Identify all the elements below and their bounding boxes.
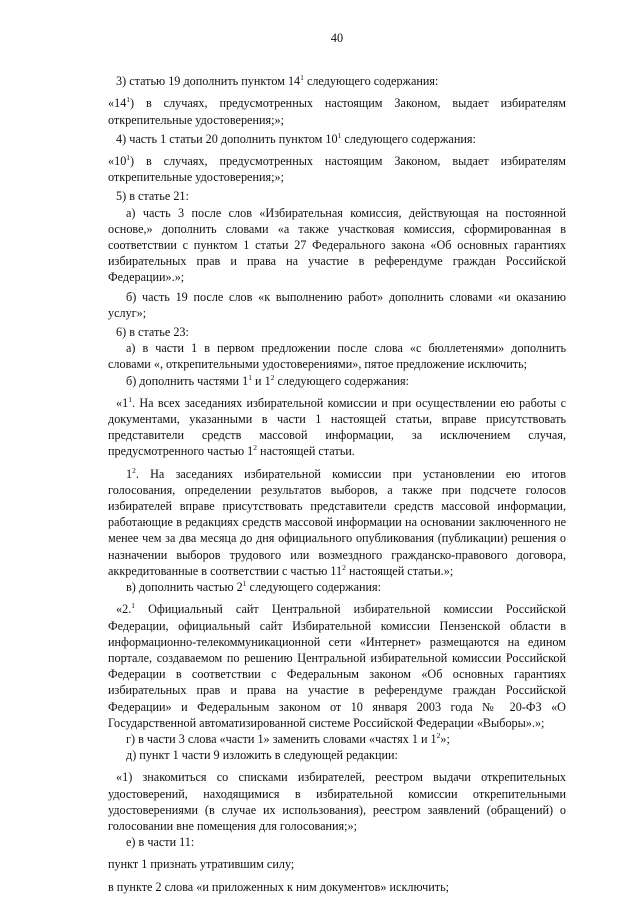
text-run: в) дополнить частью 2 (126, 580, 243, 595)
superscript: 1 (126, 95, 131, 105)
superscript: 1 (242, 579, 247, 589)
superscript: 2 (436, 730, 441, 740)
text-run: 3) статью 19 дополнить пунктом 14 (116, 74, 301, 89)
text-run: . На всех заседаниях избирательной комиссии и при осуществлении ею работы с документами, указанными в части 1 настоящей статьи, вправе присутствовать представители средств массовой информации, за исключением случая, предусмотренного частью 1 (108, 395, 566, 459)
text-run: . На заседаниях избирательной комиссии при установлении ею итогов голосования, определении результатов выборов, а также при подсчете голосов избирателей вправе присутствовать представители средств массовой информации, работающие в редакциях средств массовой информации на основании заключенного не менее чем за два месяца до дня официального опубликования (публикации) решения о назначении выборов трудового или возмездного гражданско-правового договора, аккредитованные в соответствии с частью 11 (108, 466, 566, 578)
text-run: и 1 (251, 373, 271, 388)
superscript: 2 (270, 372, 275, 382)
superscript: 2 (342, 562, 346, 572)
paragraph (108, 153, 566, 185)
text-run: а) часть 3 после слов «Избирательная комиссия, действующая на постоянной основе,» дополнить словами «а также участковая комиссия, сформированная в соответствии с пунктом 1 статьи 27 Федерального закона «Об основных гарантиях избирательных прав и права на участие в референдуме граждан Российской Федерации».»; (108, 205, 566, 285)
paragraph (108, 834, 566, 850)
superscript: 1 (128, 394, 132, 404)
document-page (108, 30, 566, 895)
paragraph (108, 579, 566, 595)
text-run: ) в случаях, предусмотренных настоящим Законом, выдает избирателям открепительные удостоверения;»; (108, 154, 566, 185)
text-run: б) часть 19 после слов «к выполнению работ» дополнить словами «и оказанию услуг»; (108, 289, 566, 320)
text-run: ) в случаях, предусмотренных настоящим Законом, выдает избирателям открепительные удостоверения;»; (108, 96, 566, 127)
paragraph (108, 769, 566, 834)
paragraph (108, 395, 566, 460)
text-run: пункт 1 признать утратившим силу; (108, 857, 295, 872)
text-run: следующего содержания: (303, 74, 439, 89)
text-run: 1 (126, 466, 133, 481)
superscript: 1 (337, 130, 342, 140)
text-run: »; (440, 731, 450, 746)
text-run: «10 (108, 154, 127, 169)
text-run: «2. (116, 602, 132, 617)
text-run: настоящей статьи. (257, 444, 355, 459)
page-number: 40 (330, 31, 344, 45)
paragraph (108, 747, 566, 763)
text-run: 4) часть 1 статьи 20 дополнить пунктом 10 (116, 131, 338, 146)
text-run: 5) в статье 21: (116, 189, 189, 204)
superscript: 1 (126, 153, 131, 163)
paragraph (108, 188, 566, 204)
text-run: г) в части 3 слова «части 1» заменить словами «частях 1 и 1 (126, 731, 437, 746)
paragraph (108, 466, 566, 579)
text-run: следующего содержания: (246, 580, 382, 595)
superscript: 1 (131, 601, 135, 611)
text-run: б) дополнить частями 1 (126, 373, 249, 388)
paragraph (108, 373, 566, 389)
text-run: д) пункт 1 части 9 изложить в следующей редакции: (126, 748, 398, 763)
text-run: а) в части 1 в первом предложении после слова «с бюллетенями» дополнить словами «, открепительными удостоверениями», пятое предложение исключить; (108, 341, 566, 372)
document-body (108, 73, 566, 895)
superscript: 1 (248, 372, 252, 382)
superscript: 1 (300, 73, 304, 83)
paragraph (108, 131, 566, 147)
text-run: 6) в статье 23: (116, 325, 189, 340)
paragraph (108, 879, 566, 895)
paragraph (108, 95, 566, 127)
text-run: Официальный сайт Центральной избирательной комиссии Российской Федерации, официальный сайт Избирательной комиссии Пензенской области в информационно-телекоммуникационной сети «Интернет» размещаются на едином портале, создаваемом по решению Центральной избирательной комиссии Российской Федерации в соответствии с Федеральным законом «Об основных гарантиях избирательных прав и права на участие в референдуме граждан Российской Федерации» и Федеральным законом от 10 января 2003 года № 20-ФЗ «О Государственной автоматизированной системе Российской Федерации «Выборы».»; (108, 602, 566, 730)
text-run: следующего содержания: (341, 131, 476, 146)
paragraph (108, 324, 566, 340)
superscript: 2 (132, 465, 136, 475)
paragraph (108, 205, 566, 286)
paragraph (108, 731, 566, 747)
paragraph (108, 856, 566, 872)
superscript: 2 (253, 443, 257, 453)
text-run: в пункте 2 слова «и приложенных к ним документов» исключить; (108, 879, 450, 894)
text-run: следующего содержания: (274, 373, 409, 388)
text-run: настоящей статьи.»; (345, 563, 454, 578)
text-run: е) в части 11: (126, 835, 195, 850)
paragraph (108, 340, 566, 372)
paragraph (108, 73, 566, 89)
paragraph (108, 601, 566, 731)
text-run: «1) знакомиться со списками избирателей, реестром выдачи открепительных удостоверений, находящимися в избирательной комиссии открепительными удостоверениями (в случае их использования), реестром заявлений (обращений) о голосовании вне помещения для голосования;»; (108, 770, 566, 833)
paragraph (108, 289, 566, 321)
text-run: «1 (116, 395, 129, 410)
text-run: «14 (108, 96, 127, 111)
